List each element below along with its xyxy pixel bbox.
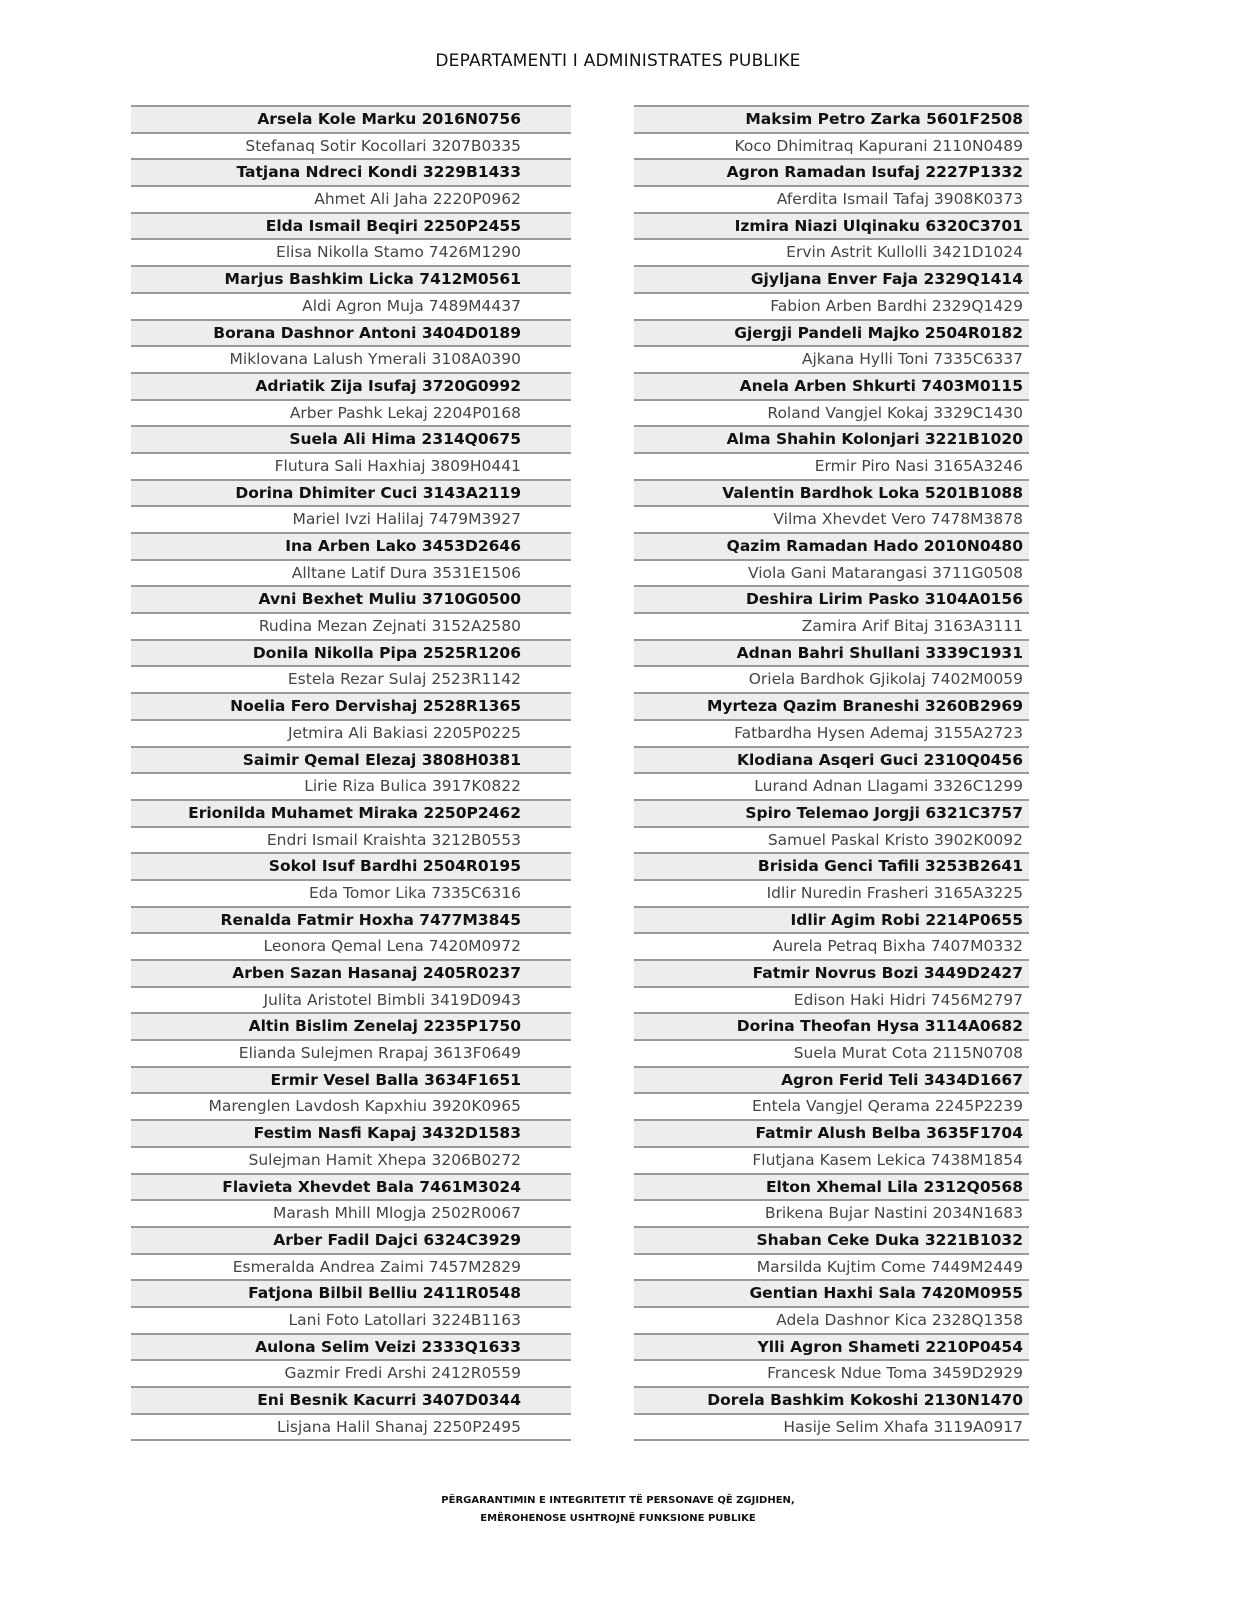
list-item: Maksim Petro Zarka 5601F2508 bbox=[634, 105, 1029, 132]
list-item: Flutjana Kasem Lekica 7438M1854 bbox=[634, 1146, 1029, 1173]
list-item: Gjergji Pandeli Majko 2504R0182 bbox=[634, 319, 1029, 346]
list-item: Eda Tomor Lika 7335C6316 bbox=[131, 879, 571, 906]
list-item: Vilma Xhevdet Vero 7478M3878 bbox=[634, 505, 1029, 532]
list-item: Lirie Riza Bulica 3917K0822 bbox=[131, 772, 571, 799]
list-item: Ervin Astrit Kullolli 3421D1024 bbox=[634, 238, 1029, 265]
list-item: Qazim Ramadan Hado 2010N0480 bbox=[634, 532, 1029, 559]
list-item: Fatjona Bilbil Belliu 2411R0548 bbox=[131, 1279, 571, 1306]
list-bottom-rule bbox=[634, 1439, 1029, 1441]
list-item: Adriatik Zija Isufaj 3720G0992 bbox=[131, 372, 571, 399]
list-item: Fatmir Novrus Bozi 3449D2427 bbox=[634, 959, 1029, 986]
list-item: Noelia Fero Dervishaj 2528R1365 bbox=[131, 692, 571, 719]
list-item: Ahmet Ali Jaha 2220P0962 bbox=[131, 185, 571, 212]
list-item: Suela Ali Hima 2314Q0675 bbox=[131, 425, 571, 452]
list-item: Idlir Agim Robi 2214P0655 bbox=[634, 906, 1029, 933]
list-item: Dorela Bashkim Kokoshi 2130N1470 bbox=[634, 1386, 1029, 1413]
list-item: Zamira Arif Bitaj 3163A3111 bbox=[634, 612, 1029, 639]
list-item: Marash Mhill Mlogja 2502R0067 bbox=[131, 1199, 571, 1226]
list-item: Marenglen Lavdosh Kapxhiu 3920K0965 bbox=[131, 1092, 571, 1119]
list-item: Leonora Qemal Lena 7420M0972 bbox=[131, 932, 571, 959]
list-item: Viola Gani Matarangasi 3711G0508 bbox=[634, 559, 1029, 586]
list-item: Agron Ferid Teli 3434D1667 bbox=[634, 1066, 1029, 1093]
list-item: Arber Pashk Lekaj 2204P0168 bbox=[131, 399, 571, 426]
list-item: Spiro Telemao Jorgji 6321C3757 bbox=[634, 799, 1029, 826]
list-item: Adnan Bahri Shullani 3339C1931 bbox=[634, 639, 1029, 666]
list-item: Idlir Nuredin Frasheri 3165A3225 bbox=[634, 879, 1029, 906]
list-item: Izmira Niazi Ulqinaku 6320C3701 bbox=[634, 212, 1029, 239]
list-item: Ina Arben Lako 3453D2646 bbox=[131, 532, 571, 559]
list-item: Aurela Petraq Bixha 7407M0332 bbox=[634, 932, 1029, 959]
list-item: Sokol Isuf Bardhi 2504R0195 bbox=[131, 852, 571, 879]
list-item: Endri Ismail Kraishta 3212B0553 bbox=[131, 826, 571, 853]
list-item: Mariel Ivzi Halilaj 7479M3927 bbox=[131, 505, 571, 532]
list-item: Flavieta Xhevdet Bala 7461M3024 bbox=[131, 1173, 571, 1200]
list-item: Arsela Kole Marku 2016N0756 bbox=[131, 105, 571, 132]
list-item: Esmeralda Andrea Zaimi 7457M2829 bbox=[131, 1253, 571, 1280]
list-item: Dorina Theofan Hysa 3114A0682 bbox=[634, 1012, 1029, 1039]
list-item: Lani Foto Latollari 3224B1163 bbox=[131, 1306, 571, 1333]
list-item: Anela Arben Shkurti 7403M0115 bbox=[634, 372, 1029, 399]
list-item: Marsilda Kujtim Come 7449M2449 bbox=[634, 1253, 1029, 1280]
list-item: Saimir Qemal Elezaj 3808H0381 bbox=[131, 746, 571, 773]
list-item: Elianda Sulejmen Rrapaj 3613F0649 bbox=[131, 1039, 571, 1066]
left-name-list bbox=[131, 105, 571, 1441]
list-item: Roland Vangjel Kokaj 3329C1430 bbox=[634, 399, 1029, 426]
list-item: Erionilda Muhamet Miraka 2250P2462 bbox=[131, 799, 571, 826]
list-item: Entela Vangjel Qerama 2245P2239 bbox=[634, 1092, 1029, 1119]
list-item: Aulona Selim Veizi 2333Q1633 bbox=[131, 1333, 571, 1360]
list-item: Francesk Ndue Toma 3459D2929 bbox=[634, 1359, 1029, 1386]
list-item: Fatbardha Hysen Ademaj 3155A2723 bbox=[634, 719, 1029, 746]
list-item: Aldi Agron Muja 7489M4437 bbox=[131, 292, 571, 319]
list-item: Koco Dhimitraq Kapurani 2110N0489 bbox=[634, 132, 1029, 159]
list-item: Hasije Selim Xhafa 3119A0917 bbox=[634, 1413, 1029, 1440]
list-item: Altin Bislim Zenelaj 2235P1750 bbox=[131, 1012, 571, 1039]
list-item: Deshira Lirim Pasko 3104A0156 bbox=[634, 585, 1029, 612]
list-item: Fatmir Alush Belba 3635F1704 bbox=[634, 1119, 1029, 1146]
list-item: Eni Besnik Kacurri 3407D0344 bbox=[131, 1386, 571, 1413]
right-name-list bbox=[634, 105, 1029, 1441]
list-item: Rudina Mezan Zejnati 3152A2580 bbox=[131, 612, 571, 639]
list-item: Ermir Piro Nasi 3165A3246 bbox=[634, 452, 1029, 479]
list-item: Sulejman Hamit Xhepa 3206B0272 bbox=[131, 1146, 571, 1173]
footer-line-1: PËRGARANTIMIN E INTEGRITETIT TË PERSONAVE QË ZGJIDHEN, bbox=[441, 1495, 795, 1506]
list-item: Stefanaq Sotir Kocollari 3207B0335 bbox=[131, 132, 571, 159]
list-item: Donila Nikolla Pipa 2525R1206 bbox=[131, 639, 571, 666]
list-item: Jetmira Ali Bakiasi 2205P0225 bbox=[131, 719, 571, 746]
page-title: DEPARTAMENTI I ADMINISTRATES PUBLIKE bbox=[435, 51, 801, 71]
list-item: Oriela Bardhok Gjikolaj 7402M0059 bbox=[634, 665, 1029, 692]
list-item: Aferdita Ismail Tafaj 3908K0373 bbox=[634, 185, 1029, 212]
list-item: Klodiana Asqeri Guci 2310Q0456 bbox=[634, 746, 1029, 773]
list-item: Edison Haki Hidri 7456M2797 bbox=[634, 986, 1029, 1013]
list-item: Gentian Haxhi Sala 7420M0955 bbox=[634, 1279, 1029, 1306]
list-item: Borana Dashnor Antoni 3404D0189 bbox=[131, 319, 571, 346]
list-item: Samuel Paskal Kristo 3902K0092 bbox=[634, 826, 1029, 853]
list-item: Alma Shahin Kolonjari 3221B1020 bbox=[634, 425, 1029, 452]
list-item: Festim Nasfi Kapaj 3432D1583 bbox=[131, 1119, 571, 1146]
footer-line-2: EMËROHENOSE USHTROJNË FUNKSIONE PUBLIKE bbox=[480, 1513, 756, 1524]
list-item: Elisa Nikolla Stamo 7426M1290 bbox=[131, 238, 571, 265]
list-item: Tatjana Ndreci Kondi 3229B1433 bbox=[131, 158, 571, 185]
list-item: Lurand Adnan Llagami 3326C1299 bbox=[634, 772, 1029, 799]
list-item: Alltane Latif Dura 3531E1506 bbox=[131, 559, 571, 586]
list-item: Arber Fadil Dajci 6324C3929 bbox=[131, 1226, 571, 1253]
list-item: Valentin Bardhok Loka 5201B1088 bbox=[634, 479, 1029, 506]
list-item: Dorina Dhimiter Cuci 3143A2119 bbox=[131, 479, 571, 506]
list-item: Avni Bexhet Muliu 3710G0500 bbox=[131, 585, 571, 612]
list-item: Arben Sazan Hasanaj 2405R0237 bbox=[131, 959, 571, 986]
list-item: Ajkana Hylli Toni 7335C6337 bbox=[634, 345, 1029, 372]
list-item: Brikena Bujar Nastini 2034N1683 bbox=[634, 1199, 1029, 1226]
list-item: Elda Ismail Beqiri 2250P2455 bbox=[131, 212, 571, 239]
list-item: Ermir Vesel Balla 3634F1651 bbox=[131, 1066, 571, 1093]
list-item: Shaban Ceke Duka 3221B1032 bbox=[634, 1226, 1029, 1253]
list-item: Renalda Fatmir Hoxha 7477M3845 bbox=[131, 906, 571, 933]
list-item: Lisjana Halil Shanaj 2250P2495 bbox=[131, 1413, 571, 1440]
list-item: Brisida Genci Tafili 3253B2641 bbox=[634, 852, 1029, 879]
list-item: Suela Murat Cota 2115N0708 bbox=[634, 1039, 1029, 1066]
list-item: Miklovana Lalush Ymerali 3108A0390 bbox=[131, 345, 571, 372]
list-item: Gazmir Fredi Arshi 2412R0559 bbox=[131, 1359, 571, 1386]
list-item: Gjyljana Enver Faja 2329Q1414 bbox=[634, 265, 1029, 292]
list-item: Julita Aristotel Bimbli 3419D0943 bbox=[131, 986, 571, 1013]
list-item: Marjus Bashkim Licka 7412M0561 bbox=[131, 265, 571, 292]
list-item: Agron Ramadan Isufaj 2227P1332 bbox=[634, 158, 1029, 185]
list-item: Estela Rezar Sulaj 2523R1142 bbox=[131, 665, 571, 692]
footer bbox=[0, 1492, 1236, 1528]
list-item: Myrteza Qazim Braneshi 3260B2969 bbox=[634, 692, 1029, 719]
list-item: Flutura Sali Haxhiaj 3809H0441 bbox=[131, 452, 571, 479]
list-bottom-rule bbox=[131, 1439, 571, 1441]
list-item: Adela Dashnor Kica 2328Q1358 bbox=[634, 1306, 1029, 1333]
list-item: Elton Xhemal Lila 2312Q0568 bbox=[634, 1173, 1029, 1200]
list-item: Fabion Arben Bardhi 2329Q1429 bbox=[634, 292, 1029, 319]
list-item: Ylli Agron Shameti 2210P0454 bbox=[634, 1333, 1029, 1360]
